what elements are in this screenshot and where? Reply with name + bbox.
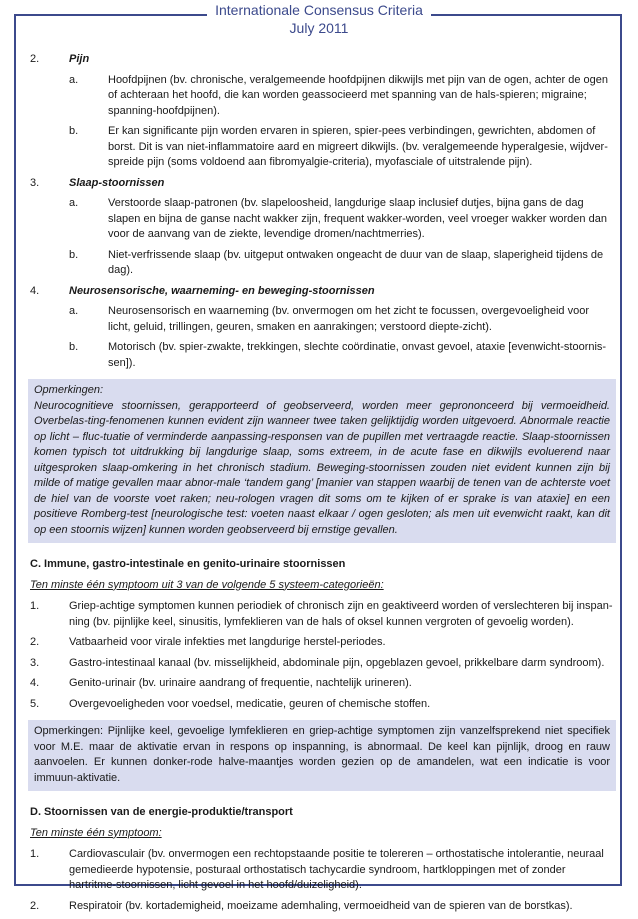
item-number: 3. <box>30 176 40 189</box>
item-number: 2. <box>30 899 40 912</box>
item-number: 1. <box>30 600 40 612</box>
section-c-title: C. Immune, gastro-intestinale en genito-urinaire stoornissen <box>30 558 346 570</box>
item-text: Gastro-intestinaal kanaal (bv. misselijkheid, abdominale pijn, opgeblazen gevoel, prikkelbare darm syndroom). <box>69 656 605 669</box>
note-box-immune: Opmerkingen: Pijnlijke keel, gevoelige lymfeklieren en griep-achtige symptomen zijn vanzelfsprekend niet specifiek voor M.E. maar de aktivatie ervan in respons op inspanning, is abnormaal. De keel kan pijnlijk, droog en rauw aanvoelen. Er kunnen donker-rode halve-maantjes worden gezien op de amandelen, wat een indicatie is voor immuun-aktivatie. <box>28 720 616 791</box>
section-c-rule: Ten minste één symptoom uit 3 van de volgende 5 systeem-categorieën: <box>30 578 384 591</box>
header-title: Internationale Consensus Criteria <box>207 2 431 19</box>
note-text: Neurocognitieve stoornissen, gerapporteerd of geobserveerd, worden meer geprononceerd bij vermoeidheid. Overbelas-ting-fenomenen kunnen evident zijn wanneer twee taken gelijktijdig worden uitgevoerd. Abnormale reactie op licht – fluc-tuatie of verminderde aanpassing-responsen van de pupillen met vertraagde reactie. Slaap-stoornissen komen typisch tot uitdrukking bij langdurige slaap, soms extreem, in de acute fase en dikwijls evoluerend naar uitgesproken slaap-omkering in het chronisch stadium. Beweging-stoornissen zouden niet evident kunnen zijn bij milde of matige gevallen maar abnor-male ‘tandem gang’ [manier van stappen waarbij de tenen van de achterste voet de hiel van de voorste voet raken; neu-rologen vragen dit soms om te kijken of er sprake is van ataxie] en een positieve Romberg-test [neurologische test: voeten naast elkaar / ogen gesloten; als men uit evenwicht raakt, kan dit op een stoornis wijzen] kunnen worden geobserveerd bij ernstige gevallen. <box>34 399 610 536</box>
item-number: 1. <box>30 848 40 860</box>
item-neurosensorisch <box>30 284 614 372</box>
note-box-neuro <box>28 379 616 543</box>
item-text: Vatbaarheid voor virale infekties met langdurige herstel-periodes. <box>69 636 386 648</box>
sub-text: Hoofdpijnen (bv. chronische, veralgemeende hoofdpijnen dikwijls met pijn van de ogen, achter de ogen of achteraan het hoofd, die kan worden geassocieerd met spanning van de hals-spieren; migraine; spanning-hoofdpijnen). <box>108 73 609 117</box>
item-text: Genito-urinair (bv. urinaire aandrang of frequentie, nachtelijk urineren). <box>69 677 412 689</box>
item-number: 4. <box>30 284 40 297</box>
section-d-title: D. Stoornissen van de energie-produktie/transport <box>30 806 293 818</box>
sub-text: Motorisch (bv. spier-zwakte, trekkingen, slechte coördinatie, onvast gevoel, ataxie [evenwicht-stoornis-sen]). <box>108 341 607 369</box>
item-text: Cardiovasculair (bv. onvermogen een rechtopstaande positie te tolereren – orthostatische intolerantie, neuraal gemedieerde hypotensie, posturaal orthostatisch tachycardie syndroom, hartkloppingen met of zonder hartritme-stoornissen, licht gevoel in het hoofd/duizeligheid). <box>69 848 604 891</box>
sub-text: Verstoorde slaap-patronen (bv. slapeloosheid, langdurige slaap inclusief dutjes, bijna gans de dag slapen en bijna de ganse nacht wakker zijn, frequent wakker-worden, veel vroeger wakker worden dan voor de aanvang van de ziekte, levendige dromen/nachtmerries). <box>108 197 607 240</box>
page-header <box>0 2 638 38</box>
sub-text: Niet-verfrissende slaap (bv. uitgeput ontwaken ongeacht de duur van de slaap, slaperigheid tijdens de dag). <box>108 248 604 276</box>
item-pijn <box>30 52 614 171</box>
item-number: 3. <box>30 656 40 669</box>
sub-letter: a. <box>69 73 79 86</box>
item-number: 2. <box>30 636 40 648</box>
section-d-rule: Ten minste één symptoom: <box>30 826 162 839</box>
item-title: Pijn <box>69 53 90 65</box>
item-title: Slaap-stoornissen <box>69 176 165 189</box>
item-number: 4. <box>30 677 40 689</box>
item-text: Respiratoir (bv. kortademigheid, moeizame ademhaling, vermoeidheid van de spieren van de borstkas). <box>69 899 573 912</box>
item-number: 2. <box>30 53 40 65</box>
document-body <box>30 52 614 919</box>
sub-text: Er kan significante pijn worden ervaren in spieren, spier-pees verbindingen, gewrichten, abdomen of borst. Dit is van niet-inflammatoire aard en migreert dikwijls. (bv. veralgemeende hyperalgesie, wijdver-spreide pijn (soms voldoend aan fibromyalgie-criteria), myofasciale of uitstralende pijn). <box>108 125 608 168</box>
header-date: July 2011 <box>282 20 357 37</box>
item-title: Neurosensorische, waarneming- en beweging-stoornissen <box>69 284 375 297</box>
sub-letter: b. <box>69 125 79 137</box>
item-text: Overgevoeligheden voor voedsel, medicatie, geuren of chemische stoffen. <box>69 697 431 710</box>
sub-letter: a. <box>69 197 79 209</box>
sub-letter: a. <box>69 305 79 317</box>
note-label: Opmerkingen: <box>34 384 104 396</box>
sub-letter: b. <box>69 248 79 261</box>
item-slaap <box>30 176 614 279</box>
sub-text: Neurosensorisch en waarneming (bv. onvermogen om het zicht te focussen, overgevoeligheid voor licht, geluid, trillingen, geuren, smaken en aanrakingen; verstoord diepte-zicht). <box>108 305 589 333</box>
item-text: Griep-achtige symptomen kunnen periodiek of chronisch zijn en geaktiveerd worden of verslechteren bij inspan-ning (bv. pijnlijke keel, sinusitis, lymfeklieren van de hals of oksel kunnen vergroten of gevoelig worden). <box>69 600 613 628</box>
item-number: 5. <box>30 697 40 710</box>
sub-letter: b. <box>69 341 79 353</box>
